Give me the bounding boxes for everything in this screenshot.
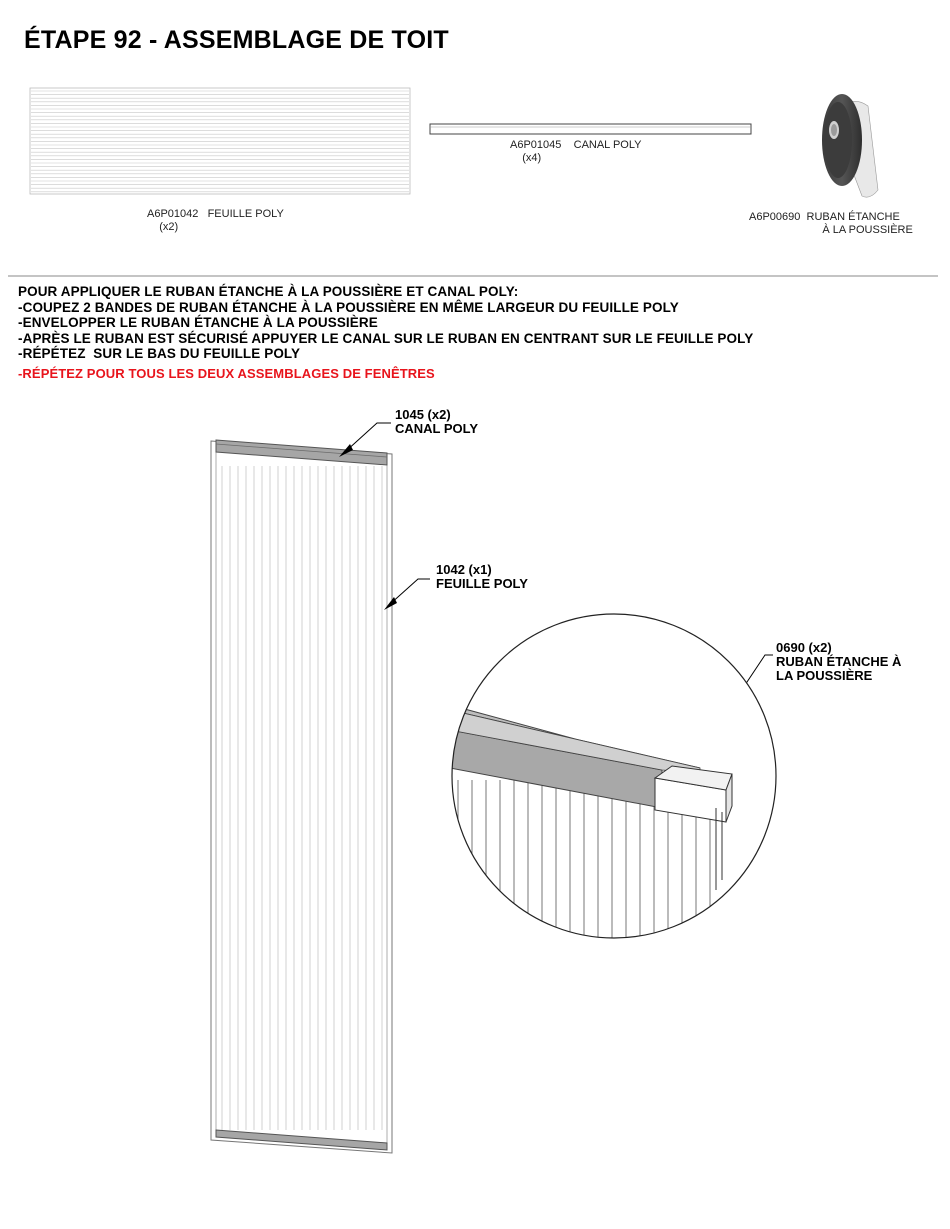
instruction-step: -RÉPÉTEZ SUR LE BAS DU FEUILLE POLY [18,346,301,361]
page-title: ÉTAPE 92 - ASSEMBLAGE DE TOIT [24,26,449,54]
callout-dust-tape: 0690 (x2) RUBAN ÉTANCHE À LA POUSSIÈRE [776,640,902,683]
callout-poly-sheet: 1042 (x1) FEUILLE POLY [436,562,528,591]
dust-tape-roll-image [822,94,878,197]
callout-channel: 1045 (x2) CANAL POLY [395,407,479,436]
part-label-poly-channel: A6P01045 CANAL POLY (x4) [510,139,642,164]
instruction-note: -RÉPÉTEZ POUR TOUS LES DEUX ASSEMBLAGES DE FENÊTRES [18,365,435,381]
instructions-heading: POUR APPLIQUER LE RUBAN ÉTANCHE À LA POUSSIÈRE ET CANAL POLY: [18,284,519,299]
part-label-poly-sheet: A6P01042 FEUILLE POLY (x2) [147,208,284,233]
part-label-dust-tape: A6P00690 RUBAN ÉTANCHE À LA POUSSIÈRE [749,211,913,236]
detail-magnifier [450,610,780,950]
instruction-step: -ENVELOPPER LE RUBAN ÉTANCHE À LA POUSSIÈRE [18,315,378,330]
poly-sheet-panel [211,441,392,1153]
instruction-step: -APRÈS LE RUBAN EST SÉCURISÉ APPUYER LE CANAL SUR LE RUBAN EN CENTRANT SUR LE FEUILLE POLY [18,330,754,346]
poly-sheet-thumbnail [30,88,410,194]
instructions-block [18,284,753,381]
instruction-step: -COUPEZ 2 BANDES DE RUBAN ÉTANCHE À LA POUSSIÈRE EN MÊME LARGEUR DU FEUILLE POLY [18,299,679,315]
poly-channel-thumbnail [430,124,751,134]
